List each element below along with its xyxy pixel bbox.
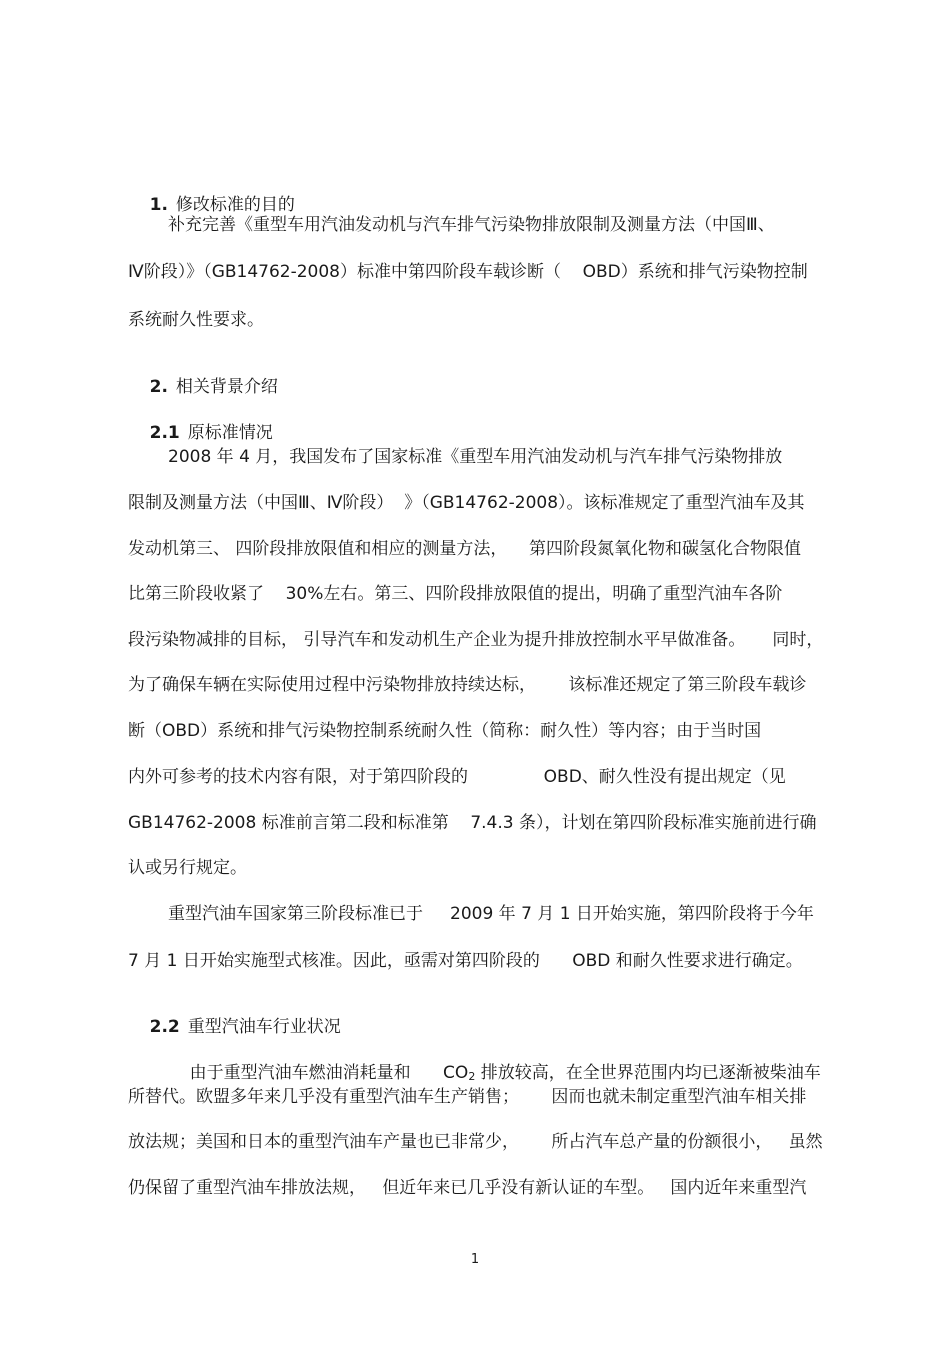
section-title: 原标准情况 (187, 423, 273, 443)
paragraph-line: 放法规；美国和日本的重型汽油车产量也已非常少， 所占汽车总产量的份额很小， 虽然 (128, 1132, 823, 1152)
paragraph-line: 比第三阶段收紧了 30%左右。第三、四阶段排放限值的提出，明确了重型汽油车各阶 (128, 584, 783, 604)
section-title: 修改标准的目的 (175, 195, 295, 215)
text-run: 由于重型汽油车燃油消耗量和 CO (189, 1063, 469, 1083)
paragraph-line: 系统耐久性要求。 (128, 310, 264, 330)
paragraph-line: 仍保留了重型汽油车排放法规， 但近年来已几乎没有新认证的车型。 国内近年来重型汽 (128, 1178, 807, 1198)
section-title: 重型汽油车行业状况 (187, 1017, 341, 1037)
paragraph-line: 内外可参考的技术内容有限，对于第四阶段的 OBD、耐久性没有提出规定（见 (128, 767, 786, 787)
paragraph-line: 断（OBD）系统和排气污染物控制系统耐久性（简称：耐久性）等内容；由于当时国 (128, 721, 762, 741)
paragraph-line: 7 月 1 日开始实施型式核准。因此，亟需对第四阶段的 OBD 和耐久性要求进行确定。 (128, 951, 803, 971)
paragraph-line: Ⅳ阶段）》（GB14762-2008）标准中第四阶段车载诊断（ OBD）系统和排气污染物控制 (128, 262, 808, 282)
paragraph-line: 补充完善《重型车用汽油发动机与汽车排气污染物排放限制及测量方法（中国Ⅲ、 (168, 215, 775, 235)
section-number: 2.1 (149, 423, 180, 443)
paragraph-line: 限制及测量方法（中国Ⅲ、Ⅳ阶段） 》（GB14762-2008）。该标准规定了重型汽油车及其 (128, 493, 805, 513)
paragraph-line: 发动机第三、 四阶段排放限值和相应的测量方法， 第四阶段氮氧化物和碳氢化合物限值 (128, 539, 802, 559)
page-number: 1 (470, 1252, 480, 1267)
paragraph-line: GB14762-2008 标准前言第二段和标准第 7.4.3 条），计划在第四阶段标准实施前进行确 (128, 813, 817, 833)
paragraph-line: 为了确保车辆在实际使用过程中污染物排放持续达标， 该标准还规定了第三阶段车载诊 (128, 675, 807, 695)
paragraph-line: 重型汽油车国家第三阶段标准已于 2009 年 7 月 1 日开始实施，第四阶段将于今年 (168, 904, 814, 924)
paragraph-line: 所替代。欧盟多年来几乎没有重型汽油车生产销售； 因而也就未制定重型汽油车相关排 (128, 1087, 807, 1107)
section-number: 1. (149, 195, 168, 215)
subscript: 2 (468, 1070, 476, 1083)
section-number: 2.2 (149, 1017, 180, 1037)
paragraph-line: 认或另行规定。 (128, 858, 247, 878)
text-run: 排放较高，在全世界范围内均已逐渐被柴油车 (475, 1063, 821, 1083)
section-title: 相关背景介绍 (175, 377, 278, 397)
section-number: 2. (149, 377, 168, 397)
paragraph-line: 段污染物减排的目标， 引导汽车和发动机生产企业为提升排放控制水平早做准备。 同时， (128, 630, 824, 650)
paragraph-line: 2008 年 4 月，我国发布了国家标准《重型车用汽油发动机与汽车排气污染物排放 (168, 447, 783, 467)
